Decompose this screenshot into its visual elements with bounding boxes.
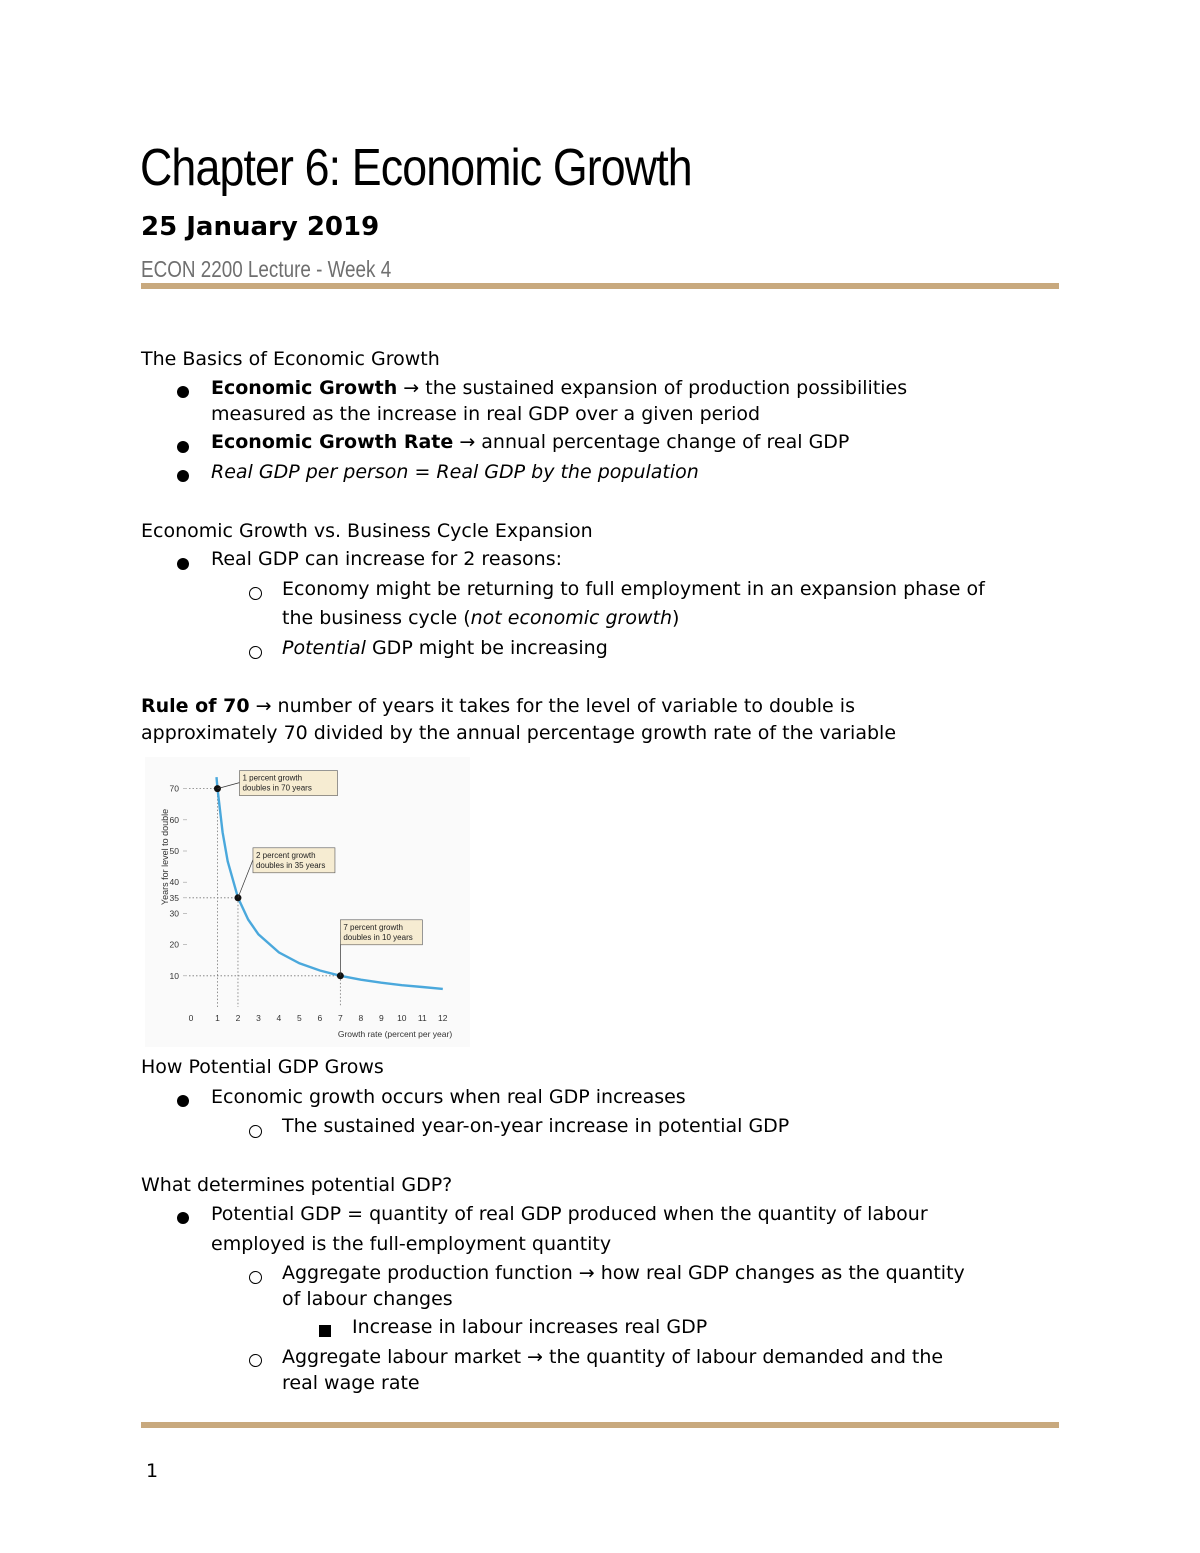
bullet-icon: [177, 558, 189, 570]
x-tick-label: 11: [417, 1013, 427, 1023]
sub-list-item: Aggregate labour market → the quantity of labour demanded and the: [282, 1346, 944, 1368]
callout-label: 1 percent growth: [242, 773, 303, 783]
term-growth-rate: Economic Growth Rate: [211, 431, 454, 453]
bullet-icon: [177, 1212, 189, 1224]
text-span-italic: not economic growth: [470, 607, 673, 629]
list-item: Real GDP per person = Real GDP by the population: [211, 461, 699, 483]
bullet-icon: [177, 470, 189, 482]
sub-bullet-icon: [249, 646, 262, 659]
bullet-icon: [177, 1095, 189, 1107]
list-item: [211, 431, 849, 453]
chart-background: [145, 757, 470, 1047]
footer-divider: [141, 1422, 1059, 1428]
rule-of-70-paragraph: [141, 695, 855, 717]
sub-bullet-icon: [249, 1354, 262, 1367]
x-tick-label: 0: [188, 1013, 194, 1023]
x-tick-label: 8: [358, 1013, 364, 1023]
section-heading-basics: The Basics of Economic Growth: [141, 348, 440, 370]
list-item-continuation: employed is the full-employment quantity: [211, 1233, 612, 1255]
x-tick-label: 2: [235, 1013, 241, 1023]
callout-label: 2 percent growth: [255, 850, 316, 860]
sub-list-item-continuation: [282, 607, 679, 629]
bullet-icon: [177, 441, 189, 453]
y-tick-label: 70: [169, 783, 179, 794]
x-tick-label: 12: [438, 1013, 448, 1023]
x-tick-label: 9: [378, 1013, 384, 1023]
callout-label: doubles in 35 years: [255, 860, 326, 870]
callout-label: doubles in 70 years: [242, 783, 312, 793]
section-heading-determines: What determines potential GDP?: [141, 1174, 453, 1196]
definition-text: → the sustained expansion of production possibilities: [397, 377, 908, 399]
x-tick-label: 4: [276, 1013, 282, 1023]
sub-list-item-continuation: real wage rate: [282, 1372, 420, 1394]
sub-list-item: Economy might be returning to full employment in an expansion phase of: [282, 578, 985, 600]
x-tick-label: 5: [297, 1013, 302, 1023]
square-bullet-icon: [319, 1325, 331, 1337]
list-item-continuation: measured as the increase in real GDP over a given period: [211, 403, 761, 425]
term-economic-growth: Economic Growth: [211, 377, 398, 399]
section-heading-potential: How Potential GDP Grows: [141, 1056, 384, 1078]
document-date: 25 January 2019: [141, 212, 380, 242]
text-span: → number of years it takes for the level of variable to double is: [249, 695, 855, 717]
y-tick-label: 60: [169, 814, 179, 825]
sub-list-item-continuation: of labour changes: [282, 1288, 453, 1310]
y-tick-label: 50: [169, 846, 179, 856]
x-tick-label: 7: [337, 1013, 343, 1023]
list-item: Potential GDP = quantity of real GDP produced when the quantity of labour: [211, 1203, 928, 1225]
course-subtitle: ECON 2200 Lecture - Week 4: [141, 256, 392, 282]
text-span-italic: Potential: [282, 637, 366, 659]
y-tick-label: 35: [169, 892, 179, 903]
x-tick-label: 1: [215, 1013, 220, 1023]
bullet-icon: [177, 386, 189, 398]
y-axis-label: Years for level to double: [160, 808, 170, 906]
rule-of-70-continuation: approximately 70 divided by the annual percentage growth rate of the variable: [141, 722, 897, 744]
section-heading-vs: Economic Growth vs. Business Cycle Expansion: [141, 520, 593, 542]
y-tick-label: 30: [169, 908, 179, 919]
definition-text: → annual percentage change of real GDP: [453, 431, 850, 453]
sub-list-item: Aggregate production function → how real GDP changes as the quantity: [282, 1262, 965, 1284]
header-divider: [141, 283, 1059, 289]
text-span: ): [672, 607, 680, 629]
x-tick-label: 10: [397, 1013, 407, 1023]
x-tick-label: 3: [256, 1013, 261, 1023]
y-tick-label: 20: [169, 939, 179, 950]
list-item: Economic growth occurs when real GDP increases: [211, 1086, 686, 1108]
page-title: Chapter 6: Economic Growth: [140, 139, 692, 197]
term-rule-of-70: Rule of 70: [141, 695, 250, 717]
rule-of-70-chart: [145, 757, 470, 1047]
sub-bullet-icon: [249, 1271, 262, 1284]
page-number: 1: [146, 1460, 159, 1482]
x-axis-label: Growth rate (percent per year): [337, 1029, 453, 1039]
callout-label: 7 percent growth: [343, 922, 403, 932]
sub-list-item: The sustained year-on-year increase in potential GDP: [282, 1115, 790, 1137]
text-span: the business cycle (: [282, 607, 471, 629]
sub-bullet-icon: [249, 1125, 262, 1138]
text-span: GDP might be increasing: [365, 637, 608, 659]
sub-list-item: [282, 637, 608, 659]
y-tick-label: 40: [169, 877, 179, 888]
sub-sub-list-item: Increase in labour increases real GDP: [352, 1316, 708, 1338]
list-item: Real GDP can increase for 2 reasons:: [211, 548, 563, 570]
callout-label: doubles in 10 years: [343, 932, 413, 942]
x-tick-label: 6: [317, 1013, 323, 1023]
y-tick-label: 10: [169, 970, 179, 981]
sub-bullet-icon: [249, 587, 262, 600]
list-item: [211, 377, 907, 399]
